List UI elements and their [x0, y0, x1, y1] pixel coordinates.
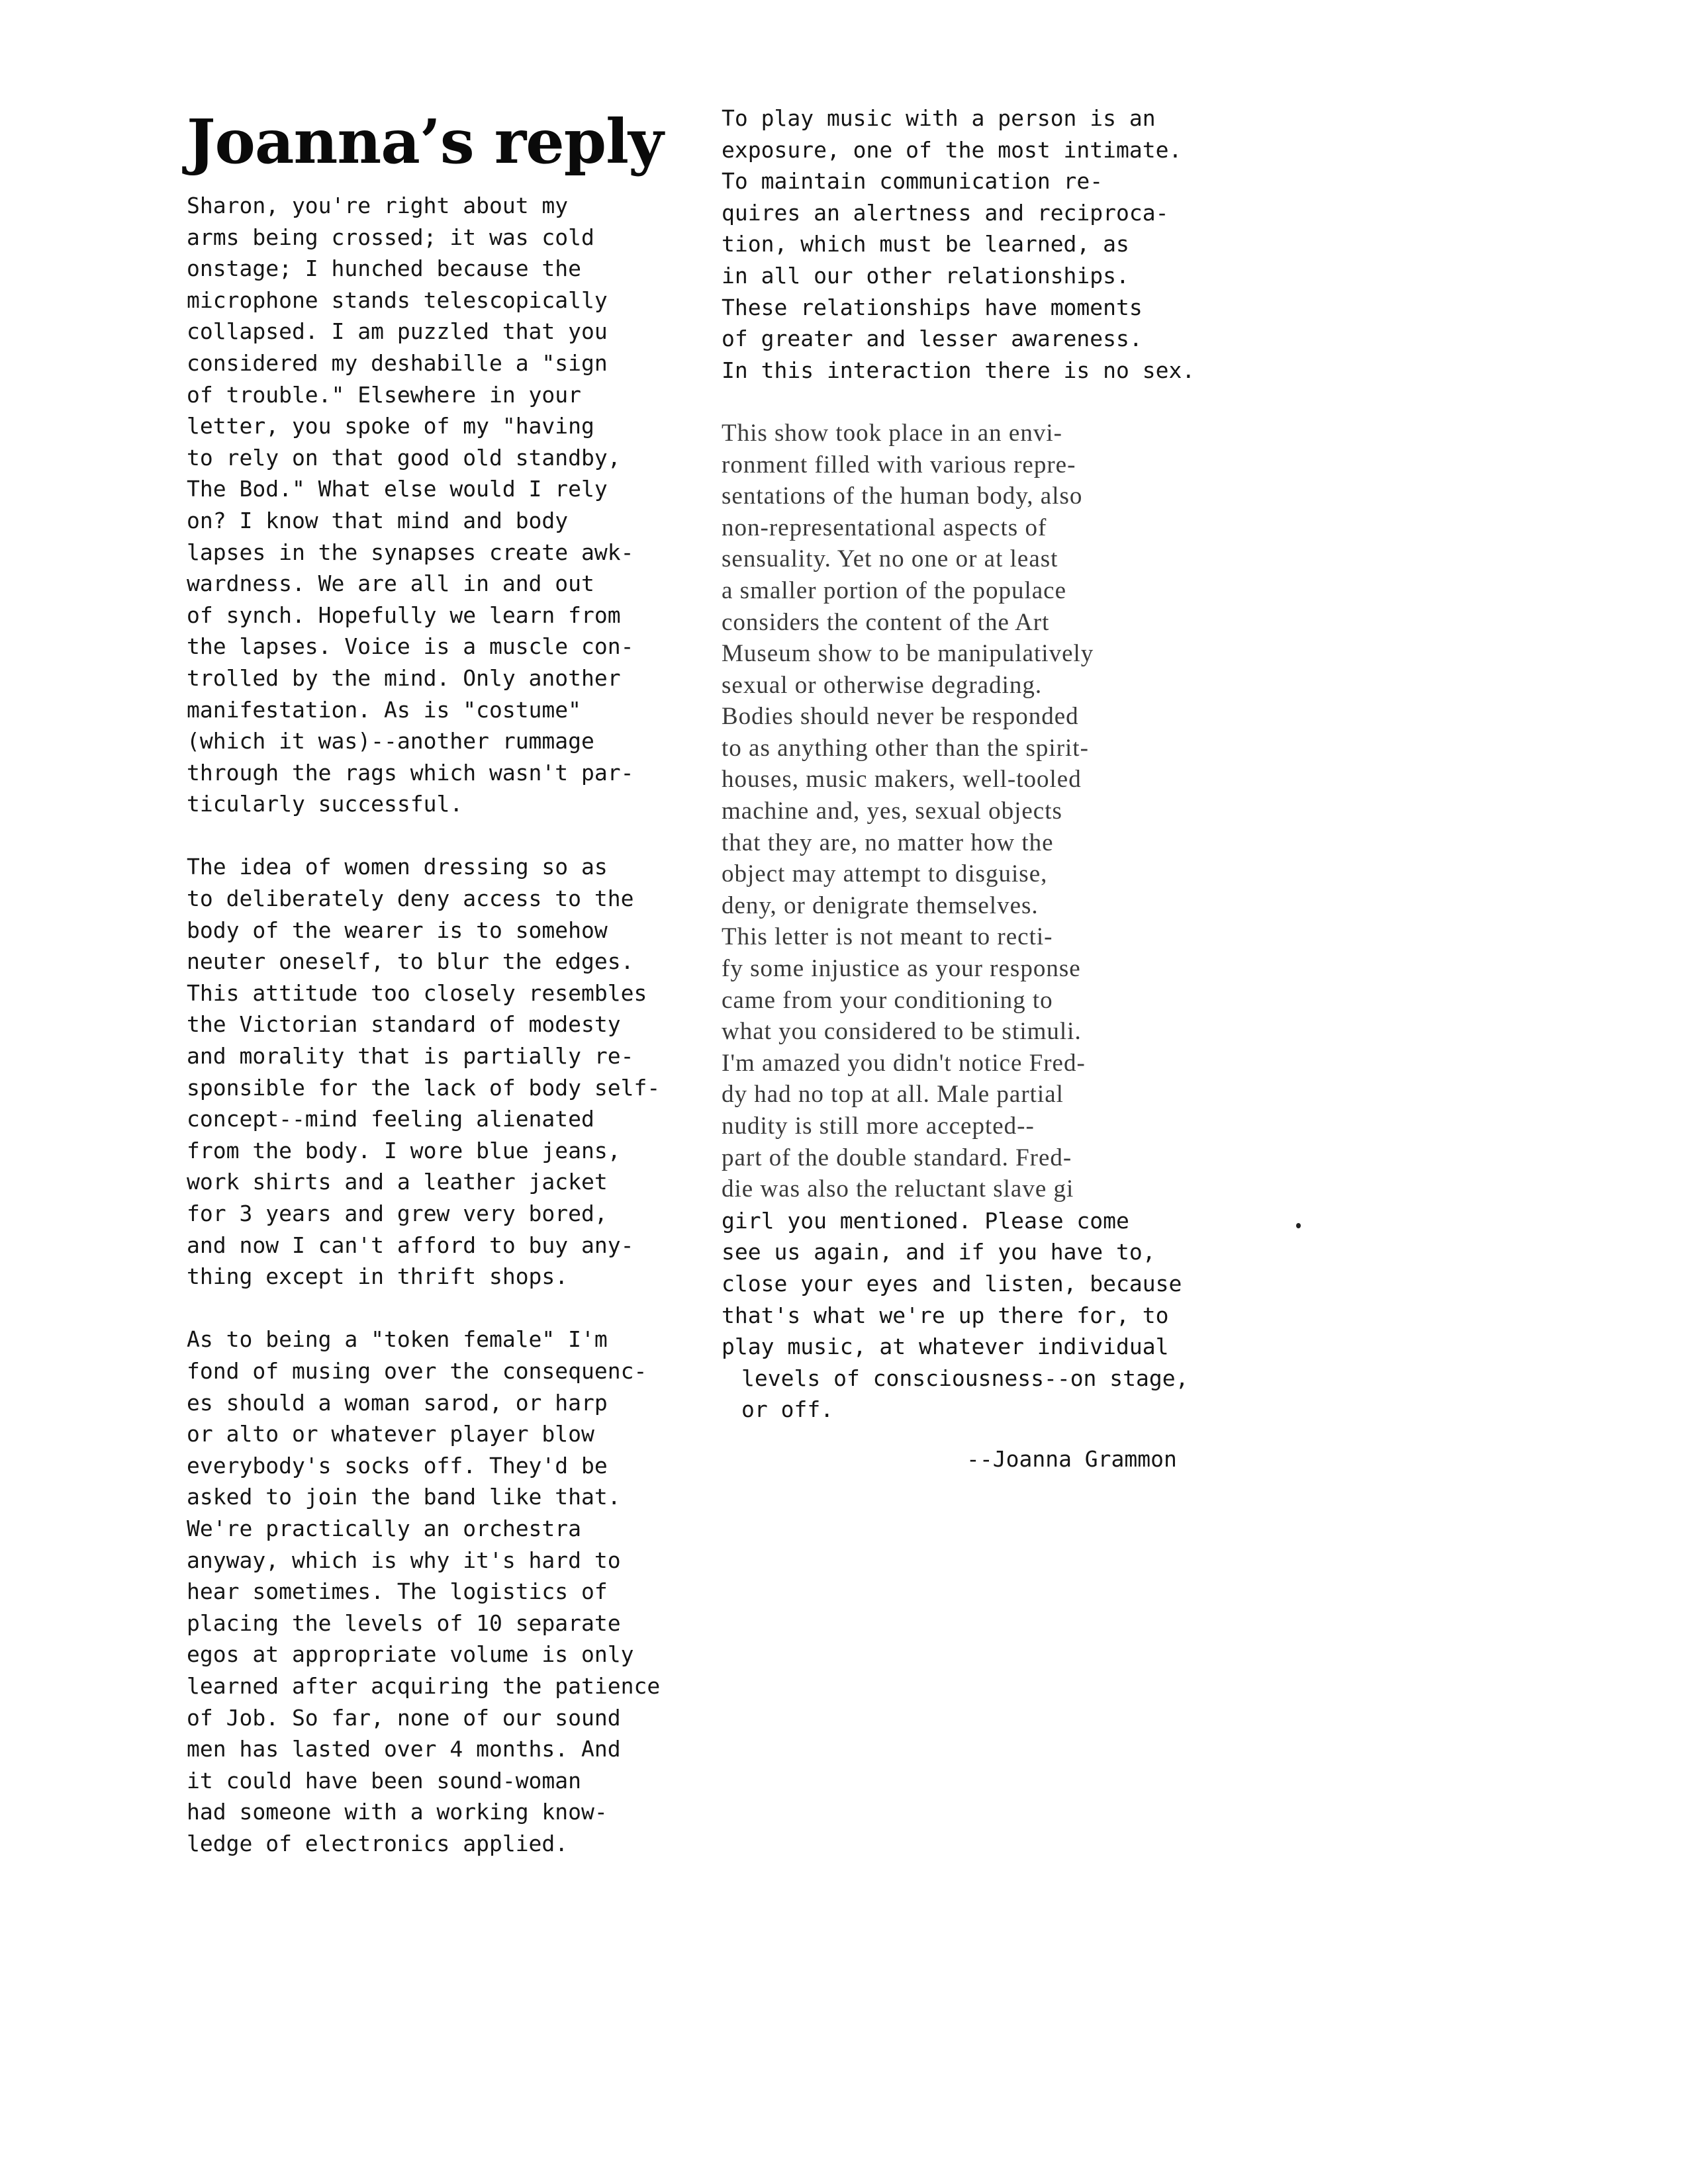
text-line: Museum show to be manipulatively	[722, 640, 1094, 668]
text-line: hear sometimes. The logistics of	[187, 1578, 608, 1605]
text-line: ledge of electronics applied.	[187, 1830, 569, 1856]
text-line: concept--mind feeling alienated	[187, 1106, 594, 1132]
text-line: non-representational aspects of	[722, 514, 1047, 541]
text-line: tion, which must be learned, as	[722, 231, 1129, 257]
text-line: To maintain communication re-	[722, 168, 1103, 195]
text-line: through the rags which wasn't par-	[187, 759, 634, 786]
text-line: of trouble." Elsewhere in your	[187, 381, 582, 408]
text-line: nudity is still more accepted--	[722, 1113, 1035, 1140]
text-line: These relationships have moments	[722, 294, 1143, 320]
text-line: houses, music makers, well-tooled	[722, 766, 1082, 794]
text-line: play music, at whatever individual	[722, 1334, 1169, 1360]
text-line: egos at appropriate volume is only	[187, 1641, 634, 1668]
text-line: to as anything other than the spirit-	[722, 734, 1089, 762]
text-line: lapses in the synapses create awk-	[187, 539, 634, 565]
text-line: of synch. Hopefully we learn from	[187, 602, 621, 628]
text-line: in all our other relationships.	[722, 262, 1129, 289]
text-line: fy some injustice as your response	[722, 955, 1081, 983]
text-line: In this interaction there is no sex.	[722, 357, 1196, 383]
text-line: work shirts and a leather jacket	[187, 1169, 608, 1195]
text-line: and morality that is partially re-	[187, 1043, 634, 1069]
text-line: This attitude too closely resembles	[187, 979, 647, 1006]
text-line: everybody's socks off. They'd be	[187, 1452, 608, 1479]
text-line: the Victorian standard of modesty	[187, 1011, 621, 1038]
text-line: came from your conditioning to	[722, 986, 1053, 1014]
text-line: girl you mentioned. Please come	[722, 1207, 1129, 1234]
text-line: As to being a "token female" I'm	[187, 1326, 608, 1353]
text-line: part of the double standard. Fred-	[722, 1144, 1072, 1171]
text-line: trolled by the mind. Only another	[187, 664, 621, 691]
text-line: neuter oneself, to blur the edges.	[187, 948, 634, 975]
text-line: collapsed. I am puzzled that you	[187, 318, 608, 345]
text-line: exposure, one of the most intimate.	[722, 136, 1182, 163]
text-line: it could have been sound-woman	[187, 1767, 582, 1794]
text-line: (which it was)--another rummage	[187, 728, 594, 754]
text-line: considers the content of the Art	[722, 608, 1050, 636]
text-line: that's what we're up there for, to	[722, 1302, 1169, 1328]
text-line: for 3 years and grew very bored,	[187, 1201, 608, 1226]
text-line: see us again, and if you have to,	[722, 1239, 1156, 1265]
text-line: men has lasted over 4 months. And	[187, 1736, 621, 1762]
paragraph	[187, 190, 703, 820]
text-line: of Job. So far, none of our sound	[187, 1704, 621, 1731]
text-line: had someone with a working know-	[187, 1799, 608, 1825]
text-line: sexual or otherwise degrading.	[722, 671, 1043, 699]
text-line: considered my deshabille a "sign	[187, 349, 608, 376]
right-column	[722, 103, 1251, 1457]
text-line: The Bod." What else would I rely	[187, 476, 608, 502]
text-line: onstage; I hunched because the	[187, 255, 582, 282]
left-column	[187, 190, 703, 1891]
text-line: I'm amazed you didn't notice Fred-	[722, 1049, 1086, 1077]
text-line: learned after acquiring the patience	[187, 1672, 661, 1699]
text-line: levels of consciousness--on stage,	[741, 1365, 1189, 1391]
text-line: die was also the reluctant slave gi	[722, 1175, 1074, 1203]
text-line: placing the levels of 10 separate	[187, 1610, 621, 1636]
text-line: wardness. We are all in and out	[187, 570, 594, 597]
text-line: es should a woman sarod, or harp	[187, 1389, 608, 1416]
text-line: Sharon, you're right about my	[187, 193, 569, 218]
text-line: that they are, no matter how the	[722, 829, 1054, 856]
text-line: or off.	[741, 1396, 834, 1423]
text-line: thing except in thrift shops.	[187, 1263, 569, 1290]
paragraph	[722, 103, 1251, 386]
text-line: quires an alertness and reciproca-	[722, 199, 1169, 226]
text-line: manifestation. As is "costume"	[187, 696, 582, 723]
paragraph	[187, 1324, 703, 1859]
text-line: letter, you spoke of my "having	[187, 413, 594, 439]
signature: --Joanna Grammon	[966, 1446, 1177, 1472]
text-line: This letter is not meant to recti-	[722, 923, 1053, 951]
text-line: sponsible for the lack of body self-	[187, 1074, 661, 1101]
text-line: on? I know that mind and body	[187, 507, 569, 533]
text-line: This show took place in an envi-	[722, 419, 1062, 447]
text-line: machine and, yes, sexual objects	[722, 797, 1062, 825]
text-line: the lapses. Voice is a muscle con-	[187, 633, 634, 660]
text-line: and now I can't afford to buy any-	[187, 1232, 634, 1258]
text-line: anyway, which is why it's hard to	[187, 1547, 621, 1573]
text-line: body of the wearer is to somehow	[187, 917, 608, 943]
text-line: Bodies should never be responded	[722, 703, 1079, 731]
paragraph	[722, 418, 1251, 1426]
text-line: from the body. I wore blue jeans,	[187, 1137, 621, 1163]
text-line: arms being crossed; it was cold	[187, 224, 594, 250]
text-line: microphone stands telescopically	[187, 287, 608, 313]
text-line: to deliberately deny access to the	[187, 886, 634, 912]
text-line: to rely on that good old standby,	[187, 444, 621, 471]
text-line: The idea of women dressing so as	[187, 854, 608, 880]
text-line: ticularly successful.	[187, 791, 463, 817]
text-line: a smaller portion of the populace	[722, 576, 1067, 604]
text-line: ronment filled with various repre-	[722, 451, 1076, 478]
paragraph	[187, 851, 703, 1292]
text-line: close your eyes and listen, because	[722, 1270, 1182, 1297]
text-line: fond of musing over the consequenc-	[187, 1357, 647, 1384]
text-line: what you considered to be stimuli.	[722, 1018, 1082, 1046]
text-line: of greater and lesser awareness.	[722, 326, 1143, 352]
text-line: asked to join the band like that.	[187, 1484, 621, 1510]
text-line: To play music with a person is an	[722, 105, 1156, 131]
ink-speck	[1296, 1223, 1301, 1228]
article-title: Joanna’s reply	[187, 106, 663, 177]
text-line: We're practically an orchestra	[187, 1515, 582, 1541]
text-line: or alto or whatever player blow	[187, 1421, 594, 1447]
text-line: deny, or denigrate themselves.	[722, 891, 1039, 919]
text-line: sensuality. Yet no one or at least	[722, 545, 1058, 573]
text-line: sentations of the human body, also	[722, 482, 1083, 510]
text-line: dy had no top at all. Male partial	[722, 1081, 1064, 1109]
text-line: object may attempt to disguise,	[722, 860, 1048, 888]
